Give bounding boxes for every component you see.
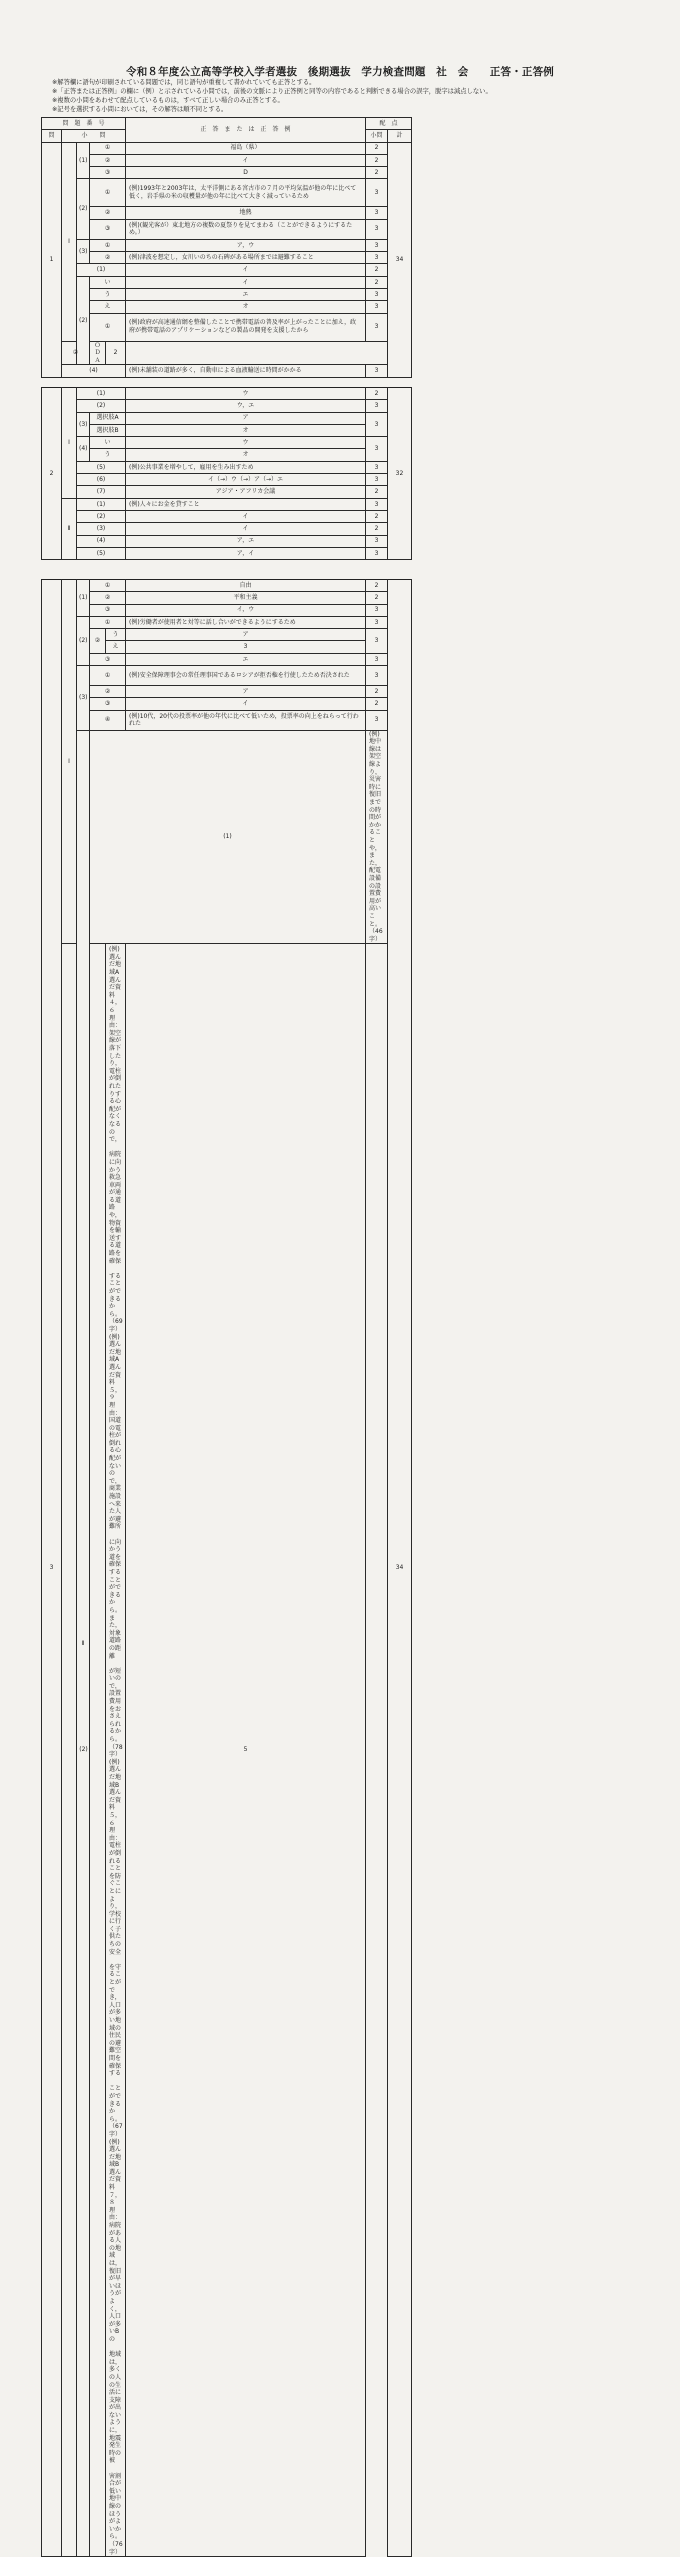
answer-cell: 福島（県）: [126, 142, 366, 154]
answer-cell: イ（→）ウ（→）ア（→）エ: [126, 474, 366, 486]
answer-cell: イ: [126, 264, 366, 276]
answer-cell: (例)政府が高速通信網を整備したことで携帯電話の普及率が上がったことに加え，政府が携帯電話のアプリケーションなどの製品の開発を支援したから: [126, 313, 366, 341]
q2-II-1: (1): [77, 498, 126, 510]
points-cell: 3: [366, 365, 388, 377]
header-shomon: 小 問: [62, 130, 126, 142]
q2-part-II: Ⅱ: [62, 498, 77, 559]
points-cell: 2: [366, 142, 388, 154]
q2-I-4: (4): [77, 437, 90, 462]
q1-I-2-sub2: ②: [90, 207, 126, 219]
answer-cell: エ: [126, 288, 366, 300]
note-line: ※解答欄に語句が印刷されている問題では，同じ語句が重複して書かれていても正答とする。: [52, 79, 316, 86]
q1-number: 1: [42, 142, 62, 377]
q3-number: 3: [42, 580, 62, 2557]
answer-line: 地域は，多くの人の生活に支障が出ないように，地震発生時の被: [109, 2343, 128, 2465]
points-cell: 2: [366, 592, 388, 604]
points-cell: 3: [366, 207, 388, 219]
points-cell: 3: [366, 301, 388, 313]
q3-I-2-sub3: ③: [90, 653, 126, 665]
q1-total: 34: [388, 142, 412, 377]
header-points: 配 点: [366, 118, 412, 130]
q2-I-5: (5): [77, 461, 126, 473]
answer-cell: ア，イ: [126, 547, 366, 559]
answer-line: (例)選んだ地域B 選んだ資料５，６: [109, 1758, 126, 1827]
q2-number: 2: [42, 388, 62, 560]
header-answer: 正 答 ま た は 正 答 例: [126, 118, 366, 143]
points-cell: 3: [366, 437, 388, 462]
q1-II-2-u: う: [90, 288, 126, 300]
q3-I-1-sub2: ②: [90, 592, 126, 604]
q3-I-3-sub1: ①: [90, 666, 126, 686]
q1-II-4-label: (4): [89, 367, 98, 375]
note-line: ※「正答または正答例」の欄に（例）と示されている小問では，前後の文脈により正答例と同等の内容であると判断できる場合の誤字，脱字は減点しない。: [52, 88, 492, 96]
answer-cell: ア: [126, 629, 366, 641]
notes: [52, 78, 652, 114]
points-cell: 2: [366, 698, 388, 710]
answer-cell: [106, 944, 126, 2557]
q2-I-2: (2): [77, 400, 126, 412]
q2-II-3: (3): [77, 523, 126, 535]
q2-I-3: (3): [77, 412, 90, 437]
q1-I-1-sub2: ②: [90, 154, 126, 166]
note-line: ※複数の小問をあわせて配点しているものは，すべて正しい場合のみ正答とする。: [52, 97, 284, 105]
answer-cell: イ: [126, 698, 366, 710]
points-cell: 2: [366, 580, 388, 592]
points-cell: 2: [366, 276, 388, 288]
answer-table-q3: [41, 579, 412, 2557]
q3-I-2-sub2-e: え: [106, 641, 126, 653]
points-cell: 3: [366, 288, 388, 300]
answer-cell: 自由: [126, 580, 366, 592]
answer-cell: オ: [126, 301, 366, 313]
answer-line: が短いので，設置費用をおさえられるから。（78字）: [109, 1660, 128, 1759]
points-cell: 3: [366, 710, 388, 730]
answer-cell: 平和主義: [126, 592, 366, 604]
answer-cell: ア: [126, 412, 366, 424]
answer-line: ことができるから。（67字）: [109, 2077, 128, 2138]
answer-line: することができるから。（69字）: [109, 1265, 128, 1333]
answer-cell: 地熱: [126, 207, 366, 219]
points-cell: 2: [366, 486, 388, 498]
answer-cell: ＯＤＡ: [90, 341, 106, 365]
q3-I-1: (1): [77, 580, 90, 617]
q2-II-5: (5): [77, 547, 126, 559]
answer-cell: (例)津波を想定し，女川いのちの石碑がある場所までは避難すること: [126, 252, 366, 264]
answer-line: 理由：電柱が倒れることを防ぐことにより，学校に行く子供たちの安全: [109, 1827, 122, 1956]
points-cell: 3: [366, 616, 388, 628]
points-cell: 3: [366, 474, 388, 486]
points-cell: 3: [366, 219, 388, 239]
answer-cell: (例)1993年と2003年は，太平洋側にある宮古市の７月の平均気温が他の年に比べて低く，岩手県の米の収穫量が他の年に比べて大きく減っているため: [126, 179, 366, 207]
answer-cell: アジア・アフリカ会議: [126, 486, 366, 498]
q1-I-2-sub3: ③: [90, 219, 126, 239]
answer-cell: D: [126, 167, 366, 179]
q1-II-3-sub2: ②: [62, 341, 90, 365]
answer-cell: ウ: [126, 437, 366, 449]
q2-I-3-optionB: 選択肢B: [90, 424, 126, 436]
q2-total: 32: [388, 388, 412, 560]
points-cell: 3: [366, 412, 388, 437]
q1-I-1-sub1: ①: [90, 142, 126, 154]
q1-II-4: [62, 365, 126, 377]
q1-I-1-sub3: ③: [90, 167, 126, 179]
points-cell: 3: [366, 313, 388, 341]
answer-line: (例)選んだ地域A 選んだ資料５，９: [109, 1333, 126, 1402]
answer-line: 害割合が低い地中線のほうがよいから。（76字）: [109, 2465, 128, 2556]
q1-II-3-sub1: ①: [90, 313, 126, 341]
answer-cell: (例)10代，20代の投票率が他の年代に比べて低いため，投票率の向上をねらって行われた: [126, 710, 366, 730]
answer-cell: イ: [126, 510, 366, 522]
points-cell: 3: [366, 252, 388, 264]
answer-cell: オ: [126, 449, 366, 461]
q3-total: 34: [388, 580, 412, 2557]
answer-line: に向かう道を確保することができるから。また，対象道路の距離: [109, 1531, 128, 1660]
q1-I-3-sub2: ②: [90, 252, 126, 264]
q2-I-3-optionA: 選択肢A: [90, 412, 126, 424]
q3-II-1: (1): [90, 730, 366, 944]
answer-cell: イ，ウ: [126, 604, 366, 616]
answer-cell: (例)地中線は架空線より，災害時に復旧までの時間がかかることや，また，配電設備の設置費用が高いこと。（46字）: [366, 730, 388, 944]
q3-I-3-sub3: ③: [90, 698, 126, 710]
answer-table: [41, 117, 412, 378]
q2-II-4: (4): [77, 535, 126, 547]
answer-cell: (例)未舗装の道路が多く，自動車による血液輸送に時間がかかる: [126, 365, 366, 377]
answer-line: (例)選んだ地域B 選んだ資料７，８: [109, 2138, 126, 2207]
q1-II-1: (1): [77, 264, 126, 276]
q2-I-6: (6): [77, 474, 126, 486]
q3-I-1-sub3: ③: [90, 604, 126, 616]
q2-I-7: (7): [77, 486, 126, 498]
points-cell: 5: [126, 944, 366, 2557]
points-cell: 3: [366, 400, 388, 412]
q3-I-3-sub2: ②: [90, 686, 126, 698]
points-cell: 3: [366, 604, 388, 616]
q2-part-I: Ⅰ: [62, 388, 77, 499]
note-line: ※記号を選択する小問においては，その解答は順不同とする。: [52, 106, 228, 114]
answer-table-q2: [41, 387, 412, 560]
header-total: 計: [388, 130, 412, 142]
answer-cell: (例)労働者が使用者と対等に話し合いができるようにするため: [126, 616, 366, 628]
q3-I-2-sub1: ①: [90, 616, 126, 628]
answer-cell: (例)公共事業を増やして，雇用を生み出すため: [126, 461, 366, 473]
q2-I-4-u: う: [90, 449, 126, 461]
q1-part-I: Ⅰ: [62, 142, 77, 341]
answer-cell: ウ: [126, 388, 366, 400]
answer-cell: ア，エ: [126, 535, 366, 547]
points-cell: 3: [366, 666, 388, 686]
points-cell: 3: [366, 629, 388, 654]
answer-cell: ア，ウ: [126, 239, 366, 251]
answer-cell: ウ，エ: [126, 400, 366, 412]
q3-I-3-sub4: ④: [90, 710, 126, 730]
page-title: 令和８年度公立高等学校入学者選抜 後期選抜 学力検査問題 社 会 正答・正答例: [126, 66, 554, 78]
q3-I-1-sub1: ①: [90, 580, 126, 592]
answer-cell: (例)安全保障理事会の常任理事国であるロシアが拒否権を行使したため否決された: [126, 666, 366, 686]
answer-line: 理由：病院がある人の地域は，復旧が早いほうがよく，人口が多いBの: [109, 2206, 122, 2343]
answer-line: 病院に向かう救急車両が通る道路や，物資を輸送する道路を確保: [109, 1143, 128, 1265]
q3-I-3: (3): [77, 666, 90, 731]
q1-I-2: (2): [77, 179, 90, 239]
points-cell: 3: [366, 498, 388, 510]
points-cell: 2: [366, 264, 388, 276]
q1-II-2-e: え: [90, 301, 126, 313]
answer-cell: (例)人々にお金を貸すこと: [126, 498, 366, 510]
answer-cell: イ: [126, 154, 366, 166]
header-mon: 問: [42, 130, 62, 142]
q1-I-3: (3): [77, 239, 90, 264]
points-cell: 3: [366, 535, 388, 547]
q3-II-2: (2): [62, 944, 106, 2557]
answer-cell: 3: [126, 641, 366, 653]
q2-I-4-i: い: [90, 437, 126, 449]
header-subquestion-points: 小問: [366, 130, 388, 142]
points-cell: 2: [366, 686, 388, 698]
points-cell: 3: [366, 461, 388, 473]
answer-cell: ア: [126, 686, 366, 698]
q3-part-I: Ⅰ: [62, 580, 77, 944]
q1-II-2: (2): [77, 276, 90, 365]
q1-II-2-i: い: [90, 276, 126, 288]
q1-I-3-sub1: ①: [90, 239, 126, 251]
answer-cell: イ: [126, 276, 366, 288]
points-cell: 2: [106, 341, 126, 365]
answer-line: を守ることができ，人口が多い地域の住民の避難空間を確保する: [109, 1956, 128, 2078]
q1-I-2-sub1: ①: [90, 179, 126, 207]
answer-cell: イ: [126, 523, 366, 535]
q2-II-2: (2): [77, 510, 126, 522]
q3-I-2-sub2: ②: [90, 629, 106, 654]
points-cell: 3: [366, 239, 388, 251]
q1-I-1: (1): [77, 142, 90, 179]
answer-cell: (例)(観光客が）東北地方の複数の夏祭りを見てまわる（ことができるようにするため。）: [126, 219, 366, 239]
points-cell: 3: [366, 547, 388, 559]
header-question-number: 問 題 番 号: [42, 118, 126, 130]
q3-part-II: Ⅱ: [77, 730, 90, 2557]
points-cell: 2: [366, 154, 388, 166]
points-cell: 2: [366, 167, 388, 179]
answer-line: 理由：架空線が落下したり，電柱が倒れたりする心配がなくなるので，: [109, 1014, 122, 1144]
q3-I-2-sub2-u: う: [106, 629, 126, 641]
answer-cell: オ: [126, 424, 366, 436]
points-cell: 2: [366, 510, 388, 522]
q2-I-1: (1): [77, 388, 126, 400]
points-cell: 2: [366, 388, 388, 400]
points-cell: 3: [366, 653, 388, 665]
answer-line: 理由：国道の電柱が倒れる心配がないので，商業施設へ来た人が避難所: [109, 1401, 122, 1531]
answer-line: (例)選んだ地域A 選んだ資料４，６: [109, 946, 126, 1015]
points-cell: 3: [366, 179, 388, 207]
points-cell: 2: [366, 523, 388, 535]
answer-cell: エ: [126, 653, 366, 665]
q3-I-2: (2): [77, 616, 90, 665]
